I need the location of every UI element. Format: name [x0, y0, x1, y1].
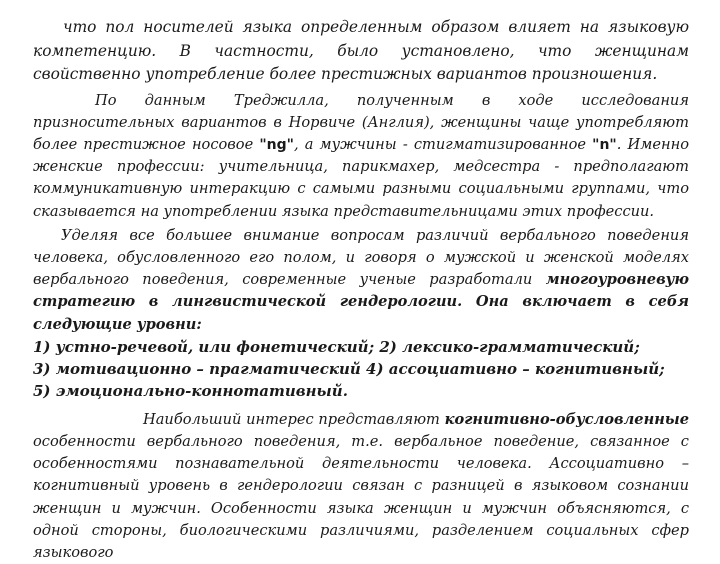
paragraph-speech-competence: что пол носителей языка определенным образом влияет на языковую компетенцию. В частности, было установлено, что женщинам свойственно употребление более престижных вариантов произношения.	[33, 18, 689, 83]
ng-variant: "ng"	[259, 136, 294, 153]
document-page	[33, 16, 689, 564]
paragraph-multilevel-strategy	[33, 225, 689, 336]
paragraph-strategy-text: Уделяя все большее внимание вопросам различий вербального поведения человека, обусловленного его полом, и говоря о мужской и женской моделях вербального поведения, современные ученые разработали	[33, 226, 689, 289]
level-line-2: 3) мотивационно – прагматический 4) ассоциативно – когнитивный;	[33, 359, 665, 378]
level-line-1: 1) устно-речевой, или фонетический; 2) лексико-грамматический;	[33, 337, 640, 356]
paragraph-cognitive-start: Наибольший интерес представляют	[143, 410, 445, 428]
paragraph-trudgill-text-1: По данным Треджилла, полученным в ходе исследования призносительных вариантов в Норвиче (Англия), женщины чаще употребляют более престижное носовое	[33, 91, 689, 153]
paragraph-trudgill-study	[33, 90, 689, 223]
paragraph-cognitive-features	[33, 409, 689, 564]
paragraph-trudgill-text-3: . Именно женские профессии: учительница, парикмахер, медсестра - предполагают коммуникативную интеракцию с самыми разными социальными группами, что сказывается на употреблении языка представительницами этих профессии.	[33, 135, 689, 220]
paragraph-trudgill-text-2: , а мужчины - стигматизированное	[293, 135, 593, 153]
paragraph-cognitive-bold: когнитивно-обусловленные	[444, 410, 689, 428]
levels-list	[33, 336, 689, 402]
n-variant: "n"	[592, 136, 617, 153]
paragraph-strategy-bold: многоуровневую стратегию в лингвистической гендерологии. Она включает в себя следующие уровни:	[33, 271, 689, 333]
level-line-3: 5) эмоционально-коннотативный.	[33, 381, 348, 400]
paragraph-cognitive-rest: особенности вербального поведения, т.е. вербальное поведение, связанное с особенностями познавательной деятельности человека. Ассоциативно – когнитивный уровень в гендерологии связан с разницей в языковом сознании женщин и мужчин. Особенности языка женщин и мужчин объясняются, с одной стороны, биологическими различиями, разделением социальных сфер языкового	[33, 432, 689, 561]
